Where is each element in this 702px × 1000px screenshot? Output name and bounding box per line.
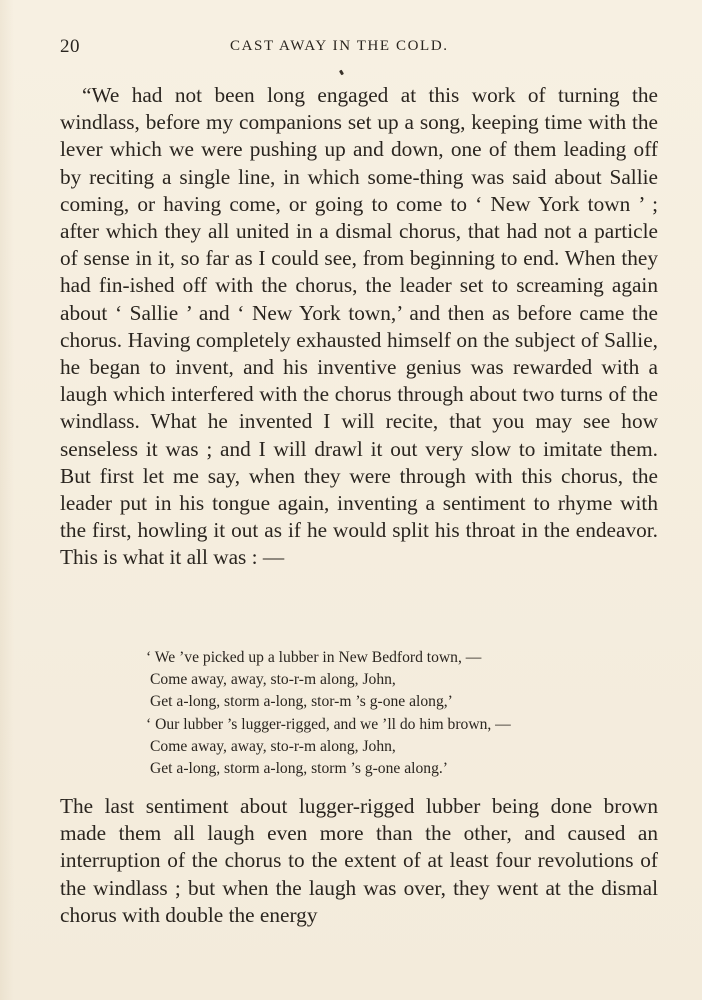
verse-line: Get a-long, storm a-long, stor-m ’s g-one along,’ [150, 693, 453, 710]
running-header [60, 36, 660, 60]
verse-line: ‘ We ’ve picked up a lubber in New Bedford town, — [146, 649, 482, 666]
verse-line: Come away, away, sto-r-m along, John, [150, 671, 396, 688]
paragraph-2: The last sentiment about lugger-rigged lubber being done brown made them all laugh even more than the other, and caused an interruption of the chorus to the extent of at least four revolutions of the windlass ; but when the laugh was over, they went at the dismal chorus with double the energy [60, 794, 658, 927]
verse-line: Get a-long, storm a-long, storm ’s g-one along.’ [150, 760, 448, 777]
verse-line: Come away, away, sto-r-m along, John, [150, 738, 396, 755]
running-title: CAST AWAY IN THE COLD. [230, 38, 449, 54]
verse-stanza-1 [146, 647, 481, 713]
verse-stanza-2 [146, 714, 511, 780]
page-number: 20 [60, 36, 80, 57]
ink-speck [339, 70, 344, 76]
paragraph-1: “We had not been long engaged at this work of turning the windlass, before my companions set up a song, keeping time with the lever which we were pushing up and down, one of them leading off by reciting a single line, in which some-thing was said about Sallie coming, or having come, or going to come to ‘ New York town ’ ; after which they all united in a dismal chorus, that had not a particle of sense in it, so far as I could see, from beginning to end. When they had fin-ished off with the chorus, the leader set to screaming again about ‘ Sallie ’ and ‘ New York town,’ and then as before came the chorus. Having completely exhausted himself on the subject of Sallie, he began to invent, and his inventive genius was rewarded with a laugh which interfered with the chorus through about two turns of the windlass. What he invented I will recite, that you may see how senseless it was ; and I will drawl it out very slow to imitate them. But first let me say, when they were through with this chorus, the leader put in his tongue again, inventing a sentiment to rhyme with the first, howling it out as if he would split his throat in the endeavor. This is what it all was : — [60, 83, 658, 570]
verse-line: ‘ Our lubber ’s lugger-rigged, and we ’ll do him brown, — [146, 716, 511, 733]
